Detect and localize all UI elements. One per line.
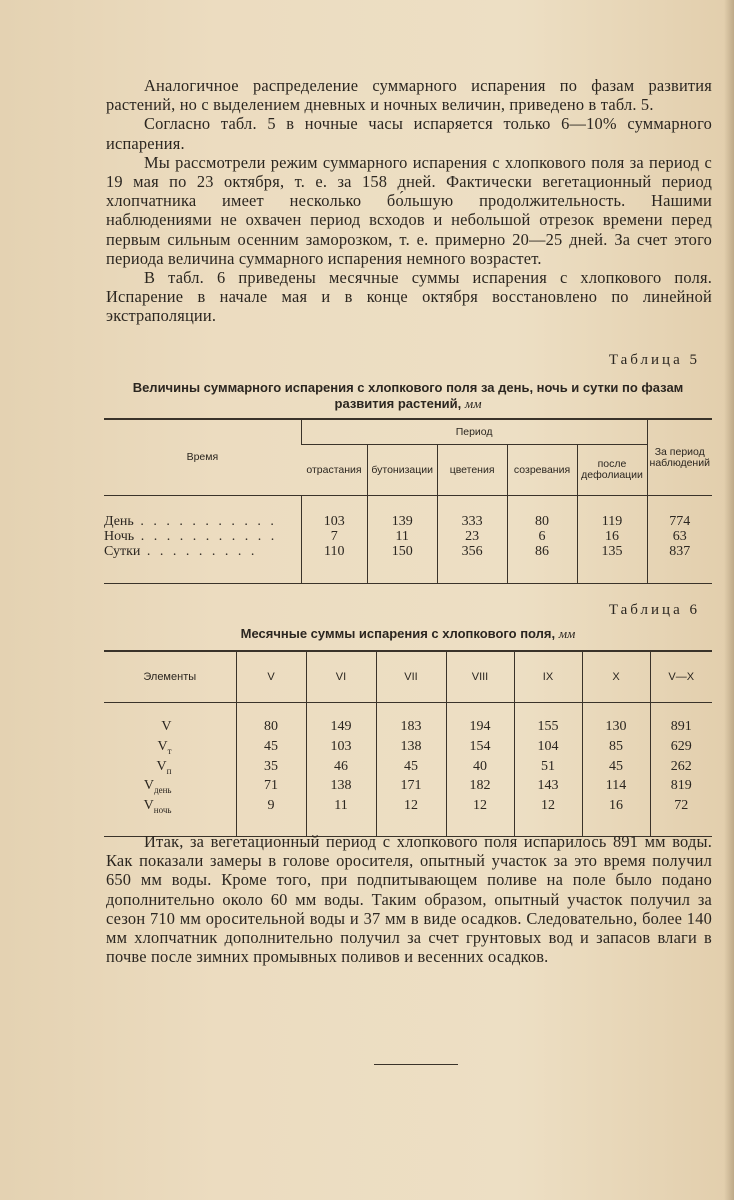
cell: 11: [367, 529, 437, 544]
table-row: [104, 778, 712, 798]
end-rule: [374, 1064, 458, 1065]
table5: [104, 418, 712, 584]
table5-header-time: Время: [104, 419, 301, 496]
table6-header-month: X: [582, 651, 650, 703]
cell: 103: [301, 496, 367, 530]
cell: 135: [577, 544, 647, 584]
cell: 114: [582, 778, 650, 798]
paragraph: В табл. 6 приведены месячные суммы испарения с хлопкового поля. Испарение в начале мая и в конце октября восстановлено по линейной экстраполяции.: [106, 268, 712, 326]
cell: 63: [647, 529, 712, 544]
table6-caption: [104, 626, 712, 642]
cell: 119: [577, 496, 647, 530]
cell: 149: [306, 703, 376, 739]
table6-label: Таблица 6: [608, 602, 700, 618]
cell: 9: [236, 798, 306, 836]
paragraph: Аналогичное распределение суммарного испарения по фазам развития растений, но с выделением дневных и ночных величин, приведено в табл. 5.: [106, 76, 712, 115]
cell: 262: [650, 759, 712, 779]
cell: 45: [582, 759, 650, 779]
cell: 40: [446, 759, 514, 779]
cell: 11: [306, 798, 376, 836]
cell: 16: [577, 529, 647, 544]
table5-caption-text: Величины суммарного испарения с хлопкового поля за день, ночь и сутки по фазам развития растений,: [132, 380, 684, 411]
table-row: [104, 759, 712, 779]
table6-header-total: V—X: [650, 651, 712, 703]
cell: 138: [306, 778, 376, 798]
cell: 86: [507, 544, 577, 584]
element-symbol: V: [143, 778, 154, 794]
closing-text: [106, 832, 712, 966]
table5-header-period: Период: [301, 419, 647, 445]
cell: 150: [367, 544, 437, 584]
element-subscript: ночь: [153, 804, 172, 815]
leader-dots: . . . . . . . . .: [140, 544, 258, 559]
cell: 23: [437, 529, 507, 544]
cell: 71: [236, 778, 306, 798]
cell: 155: [514, 703, 582, 739]
element-subscript: день: [154, 785, 172, 796]
cell: 72: [650, 798, 712, 836]
table5-header-phase: цветения: [437, 445, 507, 496]
cell: 130: [582, 703, 650, 739]
cell: 85: [582, 739, 650, 759]
cell: 103: [306, 739, 376, 759]
cell: 819: [650, 778, 712, 798]
table5-label: Таблица 5: [608, 352, 700, 368]
cell: 183: [376, 703, 446, 739]
cell: 80: [236, 703, 306, 739]
cell: 891: [650, 703, 712, 739]
cell: 194: [446, 703, 514, 739]
intro-text: [106, 76, 712, 326]
table-row: [104, 798, 712, 836]
table6-header-month: VI: [306, 651, 376, 703]
table-row: [104, 739, 712, 759]
cell: 45: [236, 739, 306, 759]
table6-header-month: VIII: [446, 651, 514, 703]
paragraph: Согласно табл. 5 в ночные часы испаряется только 6—10% суммарного испарения.: [106, 114, 712, 153]
element-symbol: V: [156, 758, 167, 774]
cell: 837: [647, 544, 712, 584]
cell: 356: [437, 544, 507, 584]
cell: 154: [446, 739, 514, 759]
cell: 333: [437, 496, 507, 530]
element-symbol: V: [143, 798, 154, 814]
cell: 774: [647, 496, 712, 530]
row-label: День: [104, 514, 134, 529]
table5-header-phase: отрастания: [301, 445, 367, 496]
cell: 46: [306, 759, 376, 779]
element-subscript: п: [166, 765, 172, 776]
table6-caption-unit: мм: [558, 626, 576, 641]
table5-header-phase: после дефолиации: [577, 445, 647, 496]
paragraph: Мы рассмотрели режим суммарного испарения с хлопкового поля за период с 19 мая по 23 октября, т. е. за 158 дней. Фактически вегетационный период хлопчатника имеет несколько бо́льшую продолжительность. Нашими наблюдениями не охвачен период всходов и небольшой отрезок времени перед первым сильным осенним заморозком, т. е. примерно 20—25 дней. За счет этого периода величина суммарного испарения немного возрастет.: [106, 152, 712, 268]
cell: 629: [650, 739, 712, 759]
cell: 35: [236, 759, 306, 779]
cell: 139: [367, 496, 437, 530]
page-edge-shadow: [724, 0, 734, 1200]
element-symbol: V: [157, 738, 168, 754]
element-symbol: V: [161, 719, 172, 734]
table5-header-phase: бутонизации: [367, 445, 437, 496]
cell: 80: [507, 496, 577, 530]
cell: 12: [514, 798, 582, 836]
leader-dots: . . . . . . . . . . .: [133, 514, 277, 529]
table-row: [104, 529, 712, 544]
cell: 138: [376, 739, 446, 759]
cell: 171: [376, 778, 446, 798]
row-label: Ночь: [104, 529, 135, 544]
leader-dots: . . . . . . . . . . .: [134, 529, 278, 544]
cell: 104: [514, 739, 582, 759]
table5-caption: [104, 380, 712, 412]
table5-header-phase: созревания: [507, 445, 577, 496]
table5-header-total: За период наблюдений: [647, 419, 712, 496]
table6-caption-text: Месячные суммы испарения с хлопкового поля,: [240, 626, 556, 641]
cell: 16: [582, 798, 650, 836]
table6-header-month: V: [236, 651, 306, 703]
cell: 45: [376, 759, 446, 779]
table-row: [104, 544, 712, 584]
element-subscript: т: [167, 745, 172, 756]
table6-header-elements: Элементы: [104, 651, 236, 703]
table6: [104, 650, 712, 837]
cell: 7: [301, 529, 367, 544]
table6-header-month: IX: [514, 651, 582, 703]
cell: 51: [514, 759, 582, 779]
cell: 182: [446, 778, 514, 798]
cell: 6: [507, 529, 577, 544]
cell: 110: [301, 544, 367, 584]
paragraph: Итак, за вегетационный период с хлопкового поля испарилось 891 мм воды. Как показали замеры в голове оросителя, опытный участок за это время получил 650 мм воды. Кроме того, при подпитывающем поливе на поле было подано дополнительно около 60 мм воды. Таким образом, опытный участок получил за сезон 710 мм оросительной воды и 37 мм в виде осадков. Следовательно, более 140 мм хлопчатник дополнительно получил за счет грунтовых вод и запасов влаги в почве после зимних промывных поливов и весенних осадков.: [106, 832, 712, 967]
table-row: [104, 496, 712, 530]
table5-caption-unit: мм: [464, 396, 482, 411]
cell: 143: [514, 778, 582, 798]
row-label: Сутки: [104, 544, 141, 559]
table6-header-month: VII: [376, 651, 446, 703]
table-row: [104, 703, 712, 739]
cell: 12: [376, 798, 446, 836]
cell: 12: [446, 798, 514, 836]
